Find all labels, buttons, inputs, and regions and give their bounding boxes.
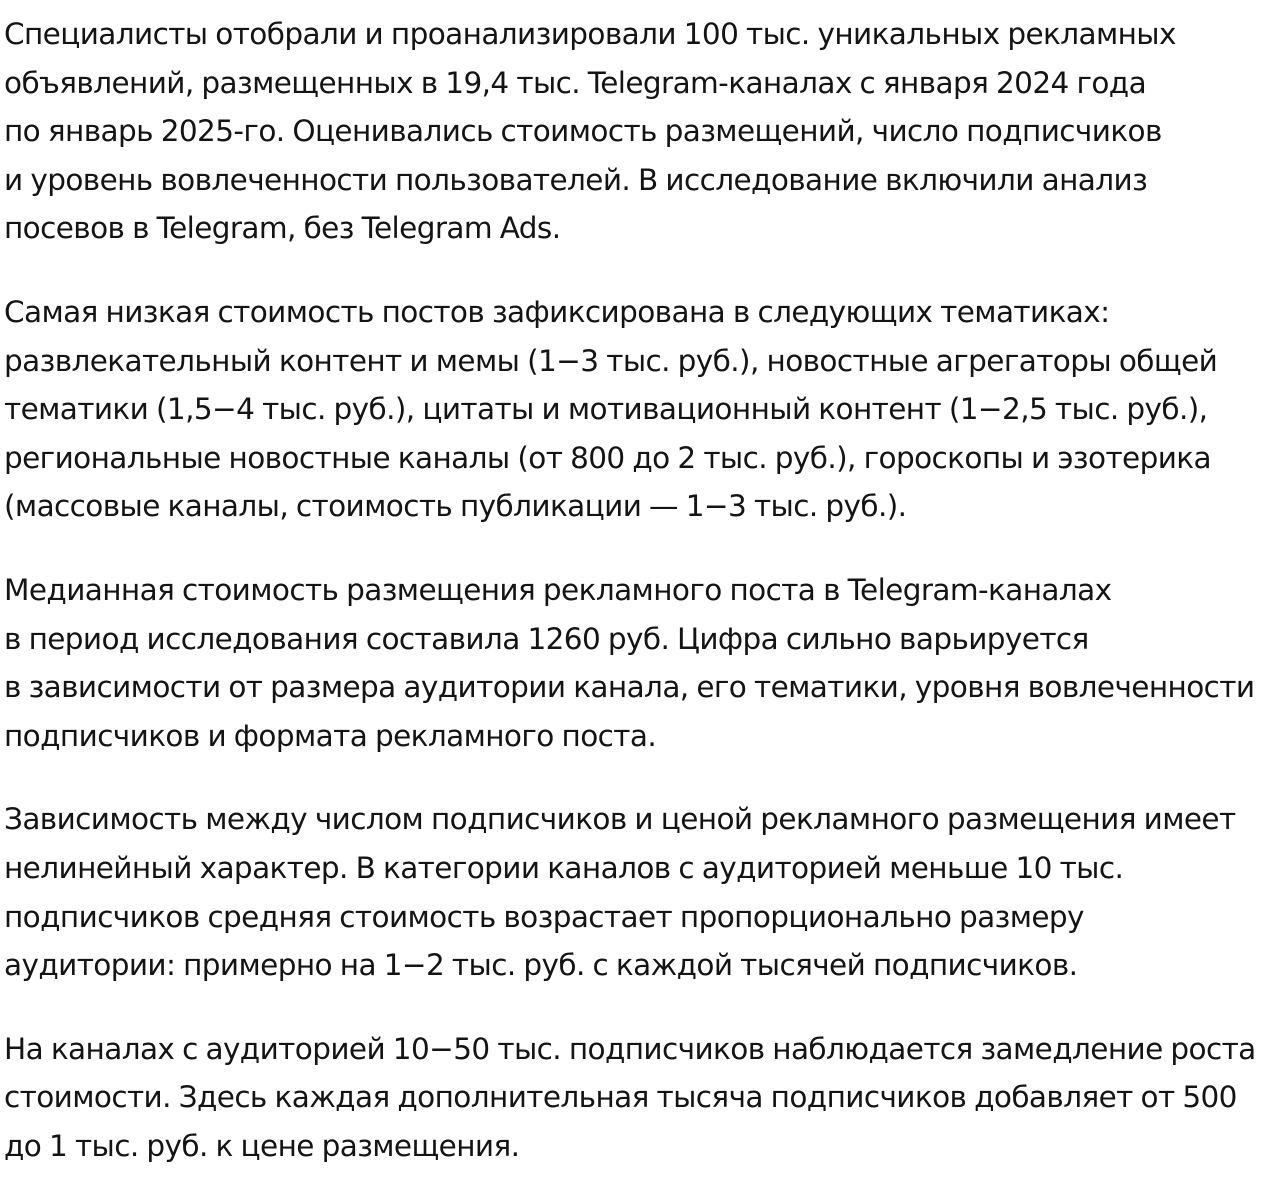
text-line: Зависимость между числом подписчиков и ценой рекламного размещения имеет bbox=[4, 802, 1236, 837]
text-line: в период исследования составила 1260 руб. Цифра сильно варьируется bbox=[4, 621, 1089, 656]
text-line: тематики (1,5−4 тыс. руб.), цитаты и мотивационный контент (1−2,5 тыс. руб.), bbox=[4, 392, 1208, 427]
text-line: стоимости. Здесь каждая дополнительная тысяча подписчиков добавляет от 500 bbox=[4, 1080, 1237, 1115]
text-line: На каналах с аудиторией 10−50 тыс. подписчиков наблюдается замедление роста bbox=[4, 1031, 1256, 1066]
text-line: нелинейный характер. В категории каналов с аудиторией меньше 10 тыс. bbox=[4, 850, 1124, 885]
text-line: и уровень вовлеченности пользователей. В исследование включили анализ bbox=[4, 162, 1148, 197]
paragraph-mid-size-channels bbox=[4, 1025, 1276, 1171]
text-line: региональные новостные каналы (от 800 до 2 тыс. руб.), гороскопы и эзотерика bbox=[4, 440, 1211, 475]
text-line: подписчиков средняя стоимость возрастает пропорционально размеру bbox=[4, 899, 1084, 934]
text-line: до 1 тыс. руб. к цене размещения. bbox=[4, 1128, 520, 1163]
paragraph-median-cost bbox=[4, 566, 1276, 760]
text-line: по январь 2025-го. Оценивались стоимость размещений, число подписчиков bbox=[4, 114, 1162, 149]
text-line: Самая низкая стоимость постов зафиксирована в следующих тематиках: bbox=[4, 294, 1110, 329]
paragraph-nonlinear-dependency bbox=[4, 795, 1276, 989]
text-line: (массовые каналы, стоимость публикации — 1−3 тыс. руб.). bbox=[4, 489, 907, 524]
text-line: объявлений, размещенных в 19,4 тыс. Telegram-каналах с января 2024 года bbox=[4, 65, 1147, 100]
text-line: посевов в Telegram, без Telegram Ads. bbox=[4, 211, 561, 246]
text-line: развлекательный контент и мемы (1−3 тыс. руб.), новостные агрегаторы общей bbox=[4, 343, 1218, 378]
text-line: в зависимости от размера аудитории канала, его тематики, уровня вовлеченности bbox=[4, 670, 1255, 705]
paragraph-lowest-cost-topics bbox=[4, 288, 1276, 531]
text-line: аудитории: примерно на 1−2 тыс. руб. с каждой тысячей подписчиков. bbox=[4, 948, 1078, 983]
paragraph-methodology bbox=[4, 10, 1276, 253]
text-line: подписчиков и формата рекламного поста. bbox=[4, 718, 657, 753]
text-line: Специалисты отобрали и проанализировали 100 тыс. уникальных рекламных bbox=[4, 17, 1176, 51]
text-line: Медианная стоимость размещения рекламного поста в Telegram-каналах bbox=[4, 572, 1112, 607]
